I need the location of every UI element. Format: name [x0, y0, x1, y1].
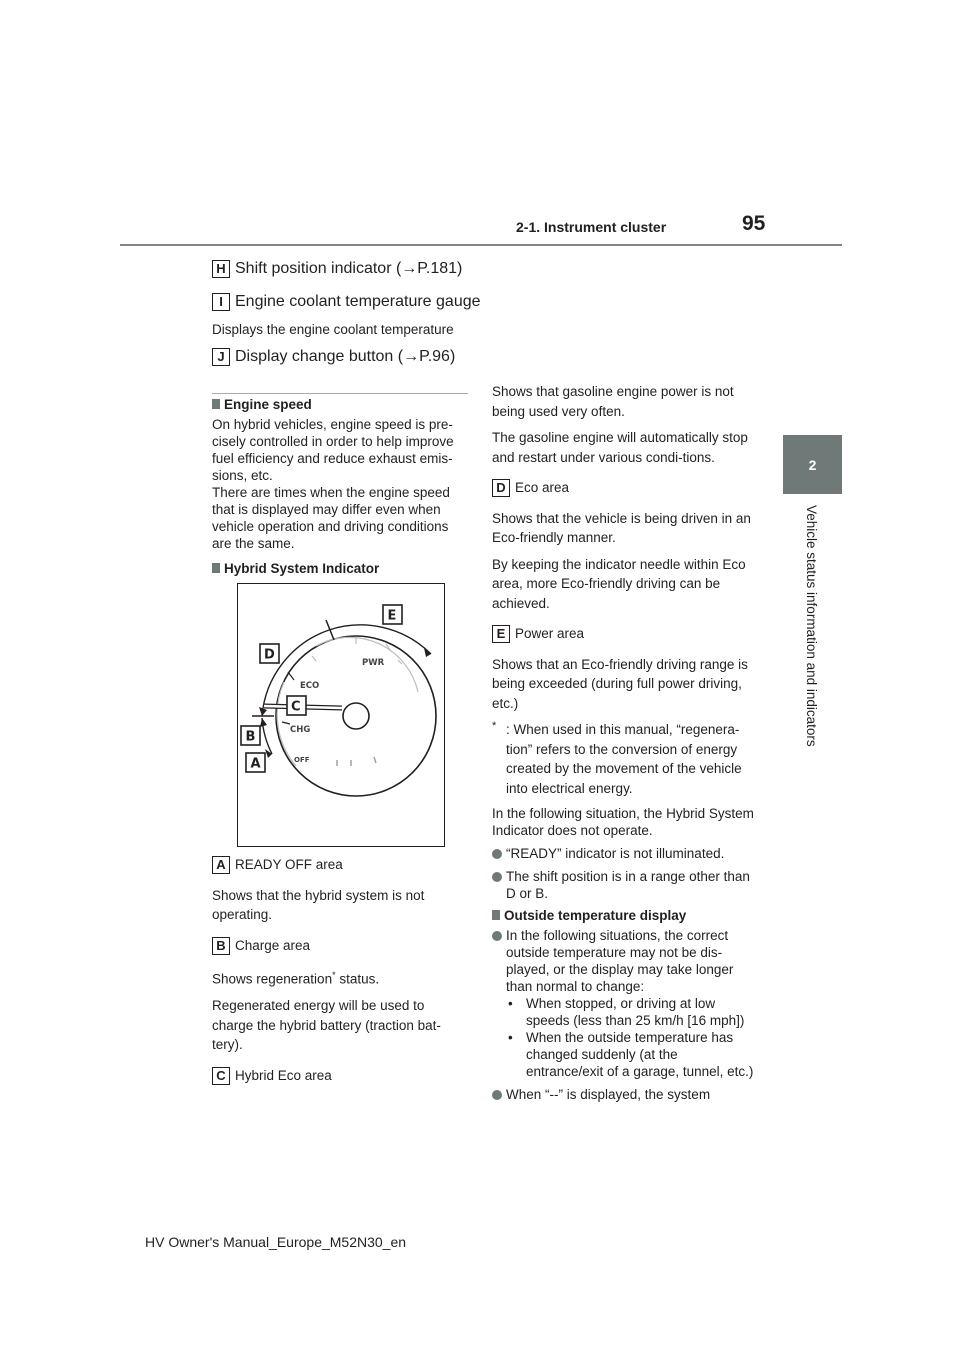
- sub-bullet-stopped: [506, 995, 754, 1029]
- item-c-desc: Shows that gasoline engine power is not being used very often.: [492, 384, 734, 419]
- outside-temp-heading: Outside temperature display: [492, 908, 754, 923]
- sub-bullet-mark: •: [508, 996, 513, 1011]
- header-rule: [120, 244, 842, 246]
- sub-bullet-changed: [506, 1029, 754, 1080]
- item-b-desc-pre: Shows regeneration: [212, 971, 333, 987]
- item-i: [212, 293, 481, 311]
- page-number: 95: [742, 212, 766, 235]
- item-c: [212, 1066, 468, 1086]
- letter-box-d: D: [492, 479, 510, 497]
- letter-box-a: A: [212, 856, 230, 874]
- engine-speed-heading: Engine speed: [212, 397, 468, 412]
- hybrid-indicator-illustration: [238, 584, 444, 846]
- hsi-not-operate: In the following situation, the Hybrid System Indicator does not operate.: [492, 806, 754, 838]
- footer-manual-id: HV Owner's Manual_Europe_M52N30_en: [145, 1234, 407, 1250]
- letter-box-j: J: [212, 348, 230, 366]
- left-column: [212, 397, 468, 576]
- item-b-desc2: Regenerated energy will be used to charge the hybrid battery (traction bat-tery).: [212, 998, 441, 1052]
- callout-a: A: [250, 756, 261, 772]
- item-c-desc2: The gasoline engine will automatically stop and restart under various condi-tions.: [492, 430, 748, 465]
- letter-box-b: B: [212, 937, 230, 955]
- callout-e: E: [387, 608, 397, 624]
- gauge-tick-3: [312, 656, 316, 661]
- item-h-text: Shift position indicator (→P.181): [235, 260, 463, 278]
- sub-bullet-changed-text: When the outside temperature has changed suddenly (at the entrance/exit of a garage, tunnel, etc.): [526, 1030, 754, 1079]
- section-title: 2-1. Instrument cluster: [516, 219, 667, 235]
- right-column: [492, 382, 754, 1103]
- footnote-mark: *: [492, 720, 497, 732]
- bullet-ready: “READY” indicator is not illuminated.: [492, 845, 754, 862]
- letter-box-h: H: [212, 260, 230, 278]
- bullet-dashes: When “--” is displayed, the system: [492, 1086, 754, 1103]
- item-d-label: Eco area: [515, 480, 570, 495]
- chapter-title-text: Vehicle status information and indicators: [804, 505, 819, 747]
- footnote-text: : When used in this manual, “regenera-tion” refers to the conversion of energy created by the movement of the vehicle into electrical energy.: [506, 722, 742, 796]
- item-j: [212, 348, 455, 366]
- item-i-text: Engine coolant temperature gauge: [235, 293, 481, 311]
- item-a-label: READY OFF area: [235, 857, 343, 872]
- chapter-tab: [783, 435, 842, 494]
- callout-c: C: [291, 699, 301, 715]
- item-b-desc: [212, 966, 468, 989]
- callout-d: D: [264, 647, 275, 663]
- pwr-label: PWR: [362, 658, 385, 668]
- letter-box-i: I: [212, 293, 230, 311]
- sub-bullet-stopped-text: When stopped, or driving at low speeds (less than 25 km/h [16 mph]): [526, 996, 745, 1028]
- item-e-label: Power area: [515, 626, 585, 641]
- item-d-desc: Shows that the vehicle is being driven in an Eco-friendly manner.: [492, 510, 751, 545]
- letter-box-c: C: [212, 1067, 230, 1085]
- item-b: [212, 936, 468, 956]
- engine-speed-text: On hybrid vehicles, engine speed is pre-cisely controlled in order to help improve fuel efficiency and reduce exhaust emis-sions, etc.: [212, 417, 454, 483]
- sub-bullet-mark: •: [508, 1030, 513, 1045]
- item-c-label: Hybrid Eco area: [235, 1067, 332, 1083]
- section-divider: [212, 393, 468, 394]
- gauge-tick-7: [374, 757, 376, 763]
- item-a: [212, 855, 468, 875]
- item-e: [492, 624, 754, 644]
- eco-label: ECO: [300, 681, 320, 691]
- needle-hub: [343, 703, 369, 729]
- bullet-situations: In the following situations, the correct outside temperature may not be dis-played, or the display may take longer than normal to change:: [492, 927, 754, 995]
- left-column-lower: [212, 855, 468, 1085]
- item-i-desc: Displays the engine coolant temperature: [212, 322, 454, 337]
- chg-label: CHG: [290, 725, 311, 735]
- hsi-heading: Hybrid System Indicator: [212, 561, 468, 576]
- gauge-left-arc: [277, 682, 296, 766]
- footnote: [492, 720, 754, 798]
- item-d-desc2: By keeping the indicator needle within Eco area, more Eco-friendly driving can be achieved.: [492, 556, 746, 611]
- item-a-desc: Shows that the hybrid system is not operating.: [212, 887, 425, 922]
- callout-b: B: [245, 729, 256, 745]
- footnote-marker: *: [332, 970, 336, 980]
- item-j-text: Display change button (→P.96): [235, 348, 456, 366]
- eco-divider-line: [288, 672, 294, 680]
- item-b-desc-post: status.: [335, 971, 380, 987]
- bullet-shift: The shift position is in a range other than D or B.: [492, 868, 754, 902]
- charge-arrow-head: [260, 718, 267, 727]
- item-e-desc: Shows that an Eco-friendly driving range is being exceeded (during full power driving, etc.): [492, 656, 748, 711]
- off-label: OFF: [294, 756, 310, 764]
- engine-speed-text2: There are times when the engine speed that is displayed may differ even when vehicle operation and driving conditions are the same.: [212, 485, 450, 551]
- chapter-side-title: [801, 505, 825, 755]
- hybrid-system-indicator-figure: [237, 583, 445, 847]
- off-divider-line: [282, 722, 290, 724]
- item-h: [212, 260, 462, 278]
- item-d: [492, 478, 754, 498]
- item-b-label: Charge area: [235, 937, 311, 953]
- letter-box-e: E: [492, 625, 510, 643]
- chapter-number: 2: [808, 456, 817, 473]
